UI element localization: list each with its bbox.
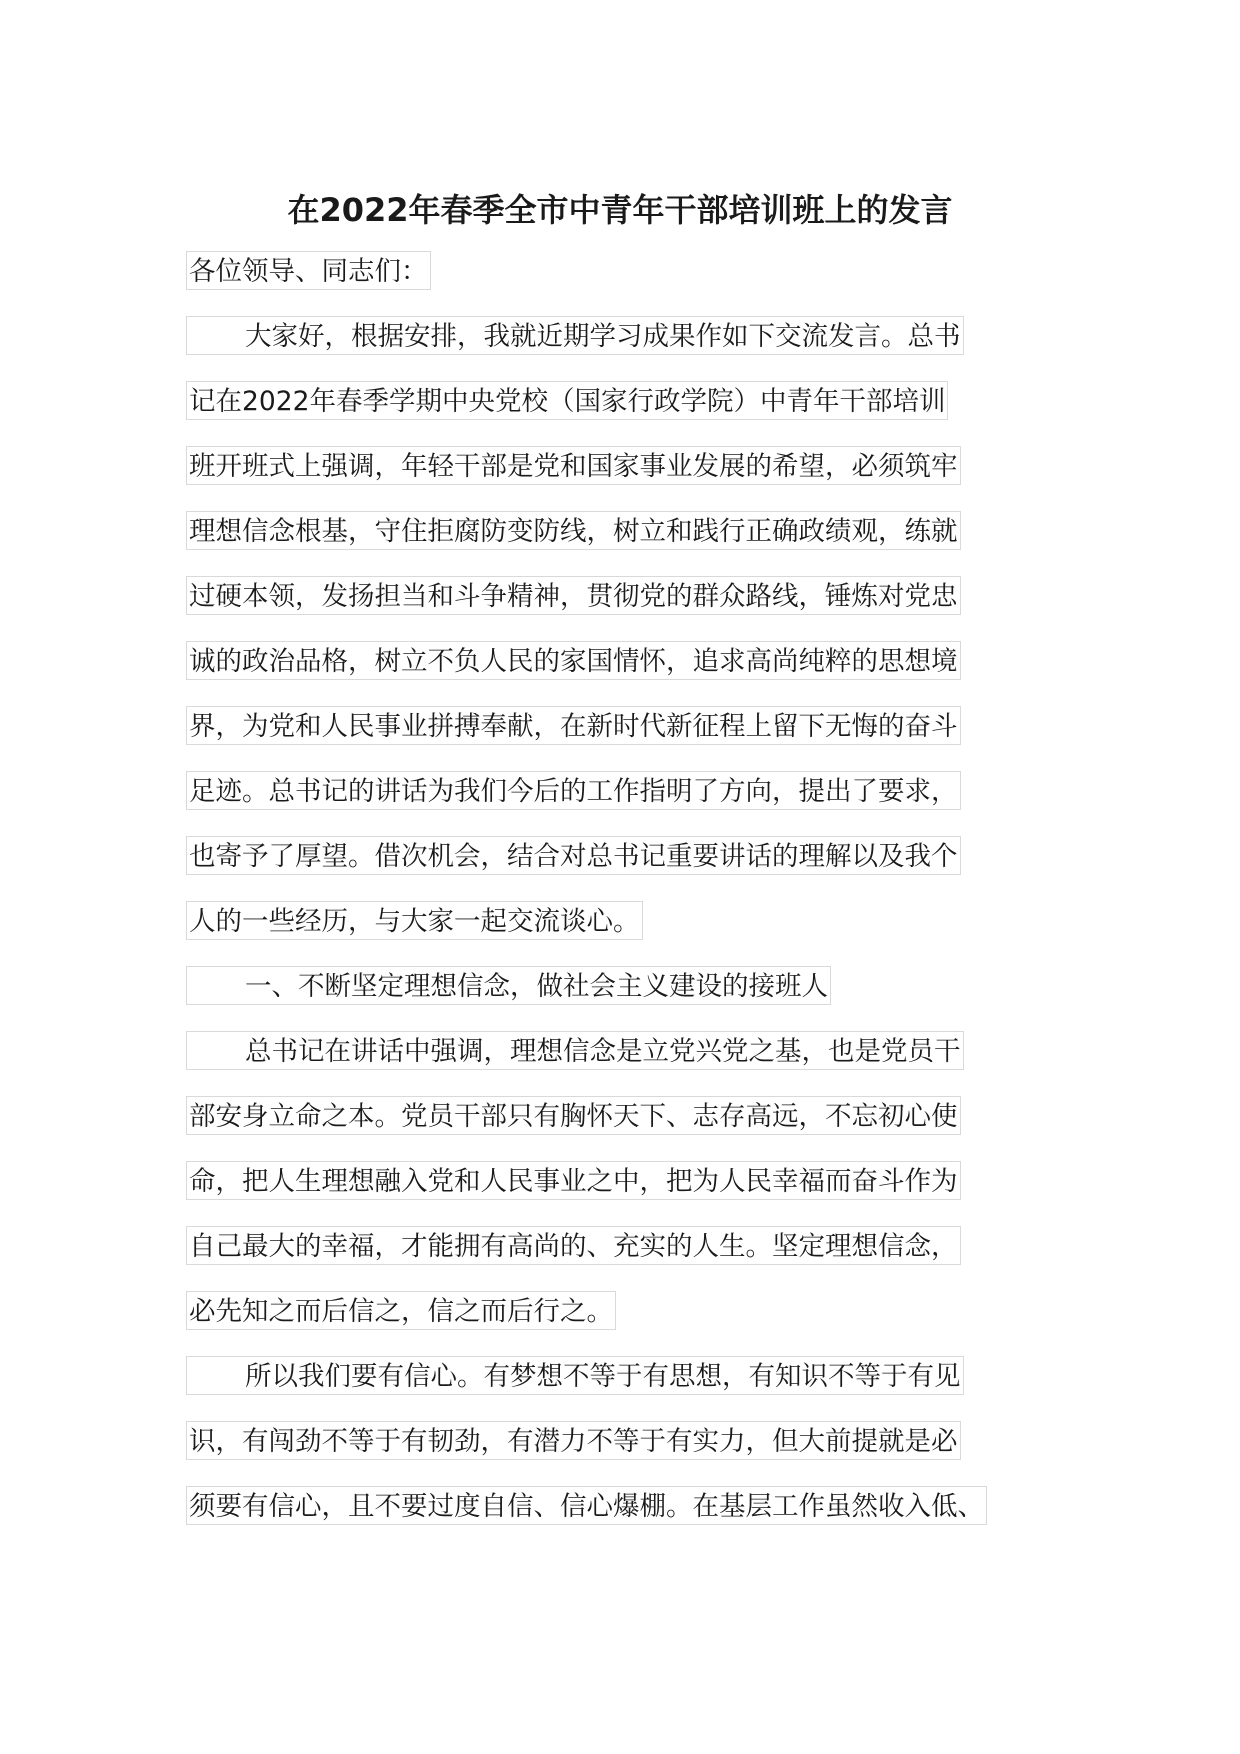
salutation-line: 各位领导、同志们： — [186, 251, 431, 290]
text-line: 理想信念根基，守住拒腐防变防线，树立和践行正确政绩观，练就 — [186, 511, 961, 550]
text-line: 必先知之而后信之，信之而后行之。 — [186, 1291, 616, 1330]
text-line: 总书记在讲话中强调，理想信念是立党兴党之基，也是党员干 — [186, 1031, 964, 1070]
text-line: 过硬本领，发扬担当和斗争精神，贯彻党的群众路线，锤炼对党忠 — [186, 576, 961, 615]
text-line: 命，把人生理想融入党和人民事业之中，把为人民幸福而奋斗作为 — [186, 1161, 961, 1200]
text-line: 也寄予了厚望。借次机会，结合对总书记重要讲话的理解以及我个 — [186, 836, 961, 875]
text-line: 所以我们要有信心。有梦想不等于有思想，有知识不等于有见 — [186, 1356, 964, 1395]
text-line: 班开班式上强调，年轻干部是党和国家事业发展的希望，必须筑牢 — [186, 446, 961, 485]
text-line: 诚的政治品格，树立不负人民的家国情怀，追求高尚纯粹的思想境 — [186, 641, 961, 680]
text-line: 部安身立命之本。党员干部只有胸怀天下、志存高远，不忘初心使 — [186, 1096, 961, 1135]
section-heading: 一、不断坚定理想信念，做社会主义建设的接班人 — [186, 966, 831, 1005]
text-line: 须要有信心，且不要过度自信、信心爆棚。在基层工作虽然收入低、 — [186, 1486, 987, 1525]
text-line: 自己最大的幸福，才能拥有高尚的、充实的人生。坚定理想信念， — [186, 1226, 961, 1265]
text-line: 记在2022年春季学期中央党校（国家行政学院）中青年干部培训 — [186, 381, 948, 420]
text-line: 界，为党和人民事业拼搏奉献，在新时代新征程上留下无悔的奋斗 — [186, 706, 961, 745]
text-line: 人的一些经历，与大家一起交流谈心。 — [186, 901, 643, 940]
document-title: 在2022年春季全市中青年干部培训班上的发言 — [287, 191, 953, 229]
text-line: 足迹。总书记的讲话为我们今后的工作指明了方向，提出了要求， — [186, 771, 961, 810]
text-line: 识，有闯劲不等于有韧劲，有潜力不等于有实力，但大前提就是必 — [186, 1421, 961, 1460]
text-line: 大家好，根据安排，我就近期学习成果作如下交流发言。总书 — [186, 316, 964, 355]
